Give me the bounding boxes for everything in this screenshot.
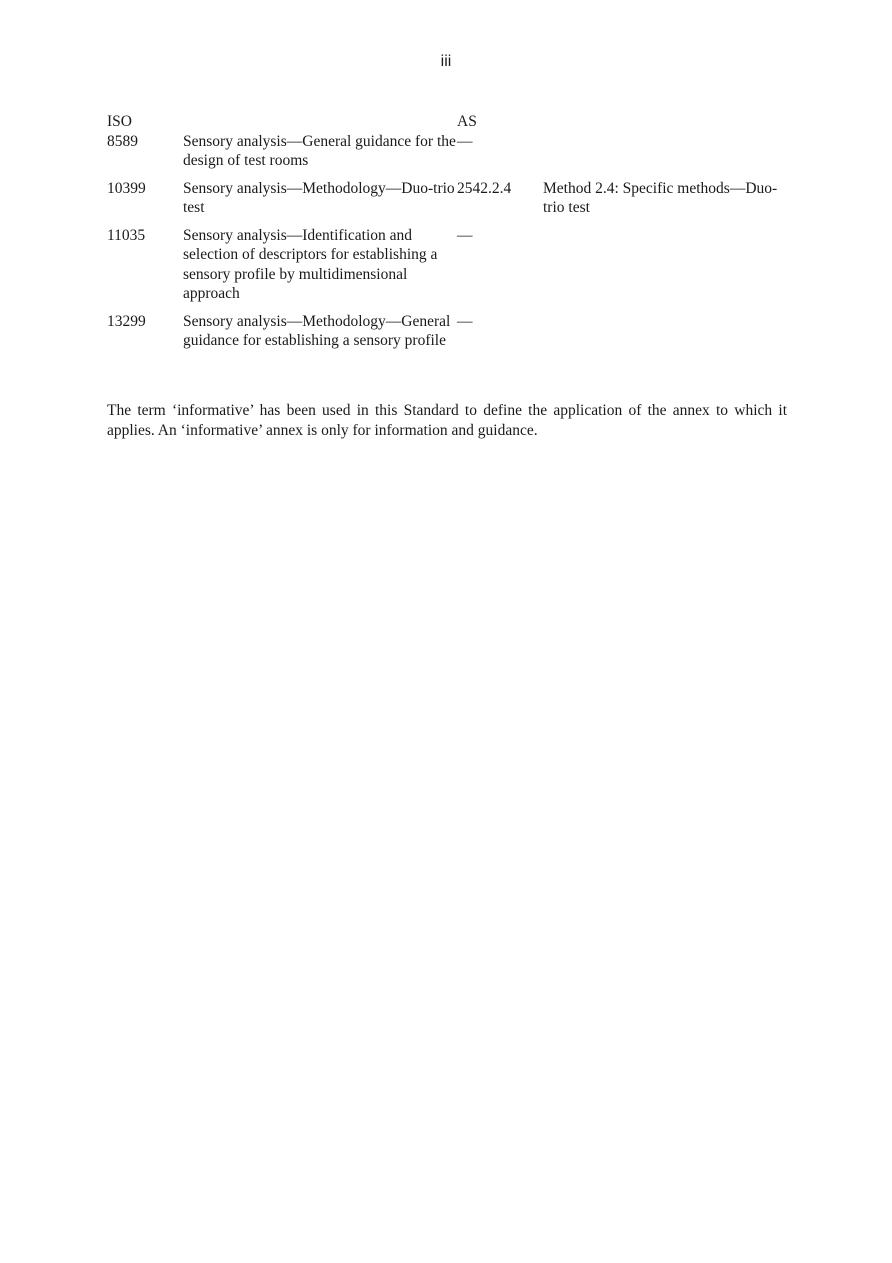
standards-reference-table: [107, 112, 787, 351]
as-title-header: [543, 112, 787, 132]
table-row: [107, 226, 787, 312]
iso-title: Sensory analysis—Methodology—General guidance for establishing a sensory profile: [183, 312, 451, 349]
informative-annex-note: The term ‘informative’ has been used in this Standard to define the application of the annex to which it applies. An ‘informative’ annex is only for information and guidance.: [107, 402, 787, 439]
as-number: —: [457, 132, 473, 150]
as-title: [543, 226, 787, 312]
iso-header: ISO: [107, 113, 132, 130]
table-row: [107, 132, 787, 179]
iso-number: 13299: [107, 312, 146, 330]
iso-number: 11035: [107, 226, 146, 244]
as-number: —: [457, 226, 473, 244]
iso-number: 8589: [107, 132, 138, 150]
as-title: [543, 312, 787, 351]
iso-title: Sensory analysis—General guidance for the design of test rooms: [183, 132, 456, 169]
as-title: Method 2.4: Specific methods—Duo-trio test: [543, 179, 778, 216]
page-number: iii: [440, 53, 452, 70]
iso-number: 10399: [107, 179, 146, 197]
as-header: AS: [457, 113, 477, 130]
as-number: —: [457, 312, 473, 330]
table-row: [107, 179, 787, 226]
as-number: 2542.2.4: [457, 179, 512, 197]
iso-title: Sensory analysis—Identification and selection of descriptors for establishing a sensory profile by multidimensional approach: [183, 226, 438, 302]
table-header-row: [107, 112, 787, 132]
table-row: [107, 312, 787, 351]
iso-title: Sensory analysis—Methodology—Duo-trio test: [183, 179, 455, 216]
iso-title-header: [183, 112, 457, 132]
as-title: [543, 132, 787, 179]
